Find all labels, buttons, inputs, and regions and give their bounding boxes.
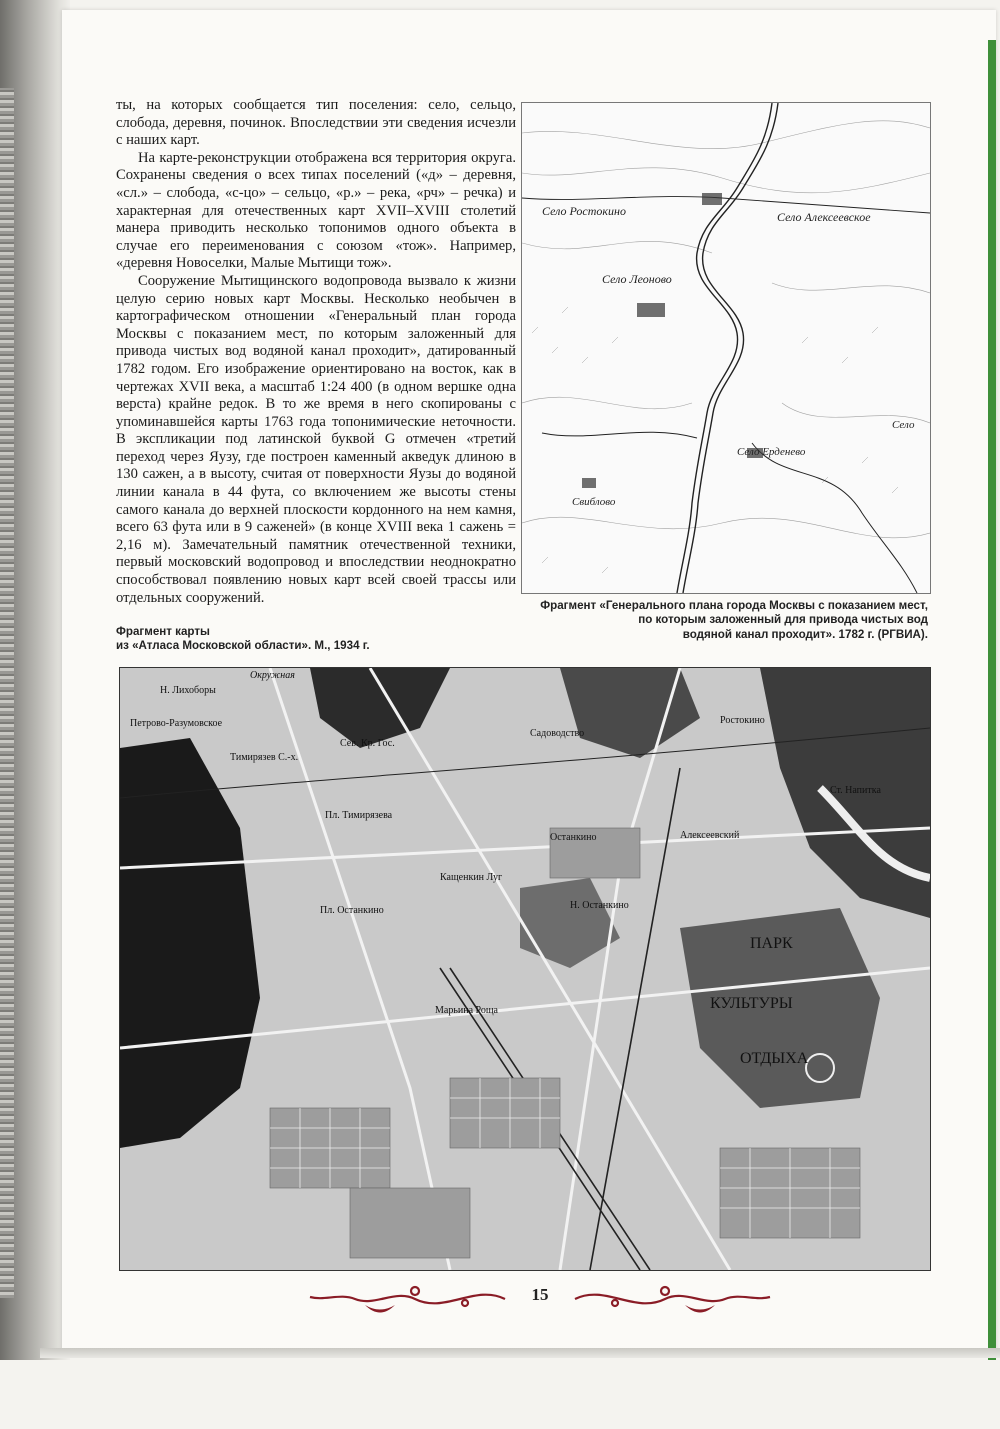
- map-1934-caption: [116, 625, 416, 654]
- page-bottom-edge: [40, 1348, 1000, 1358]
- map2-label: Кащенкин Луг: [440, 872, 503, 883]
- cover-edge: [988, 40, 996, 1360]
- map1-label-leonovo: Село Леоново: [602, 272, 672, 286]
- caption-line: водяной канал проходит». 1782 г. (РГВИА).: [682, 627, 928, 641]
- map2-label: Ст. Напитка: [830, 785, 881, 796]
- map1-label-sviblovo: Свиблово: [572, 496, 616, 508]
- map1-label-alekseevskoe: Село Алексеевское: [777, 210, 871, 224]
- map-1782-image: [521, 102, 931, 594]
- paragraph: На карте-реконструкции отображена вся территория округа. Сохранены сведения о всех типах поселений («д» – деревня, «сл.» – слобода, «с-цо» – сельцо, «р.» – река, «рч» – речка) и характерная для отечественных карт XVII–XVIII столетий манера приводить несколько топонимов одного объекта в случае его переименования с союзом «тож». Например, «деревня Новоселки, Малые Мытищи тож».: [116, 149, 516, 272]
- map2-label: КУЛЬТУРЫ: [710, 995, 793, 1012]
- map2-label: Н. Лихоборы: [160, 685, 216, 696]
- map2-label: Садоводство: [530, 728, 585, 739]
- caption-line: по которым заложенный для привода чистых вод: [638, 613, 928, 627]
- caption-line: Фрагмент «Генерального плана города Москвы с показанием мест,: [540, 599, 928, 612]
- paragraph: Сооружение Мытищинского водопровода вызвало к жизни целую серию новых карт Москвы. Несколько необычен в картографическом отношении «Генеральный план города Москвы с показанием мест, по которым заложенный для привода чистых вод водяной канал проходит», датированный 1782 годом. Его изображение ориентировано на восток, как в чертежах XVII века, а масштаб 1:24 400 (в одном вершке одна верста) крайне редок. В то же время в него скопированы с упоминавшейся карты 1763 года топонимические неточности. В экспликации под латинской буквой G отмечен «третий переход через Яузу, где построен каменный акведук длиною в 130 сажен, а в высоту, считая от поверхности Яузы до водяной линии канала в 44 фута, со включением же высоты стены самого канала до верхней плоскости кордонного на нем камня, всего 63 фута или в 9 саженей» (в конце XVIII века 1 сажень = 2,16 м). Замечательный памятник отечественной техники, первый московский водопровод и впоследствии неоднократно способствовал появлению новых карт всей своей трассы или отдельных сооружений.: [116, 272, 516, 606]
- facing-page-image-edge: [0, 88, 14, 1298]
- map2-label: ОТДЫХА: [740, 1050, 809, 1067]
- map2-label: ПАРК: [750, 935, 793, 952]
- map2-label: Ростокино: [720, 715, 765, 726]
- map2-label: Пл. Тимирязева: [325, 810, 393, 821]
- map2-label: Сев. Кр. Гос.: [340, 738, 395, 749]
- map2-label: Алексеевский: [680, 830, 740, 841]
- map-1934-image: [119, 667, 931, 1271]
- map2-label: Окружная: [250, 670, 295, 681]
- map1-label-erdenevo: Село Ерденево: [737, 446, 806, 458]
- map2-label: Тимирязев С.-х.: [230, 752, 299, 763]
- map1-label-rostokino: Село Ростокино: [542, 204, 626, 218]
- map-1934-drawing: [120, 668, 930, 1270]
- caption-line: Фрагмент карты: [116, 625, 210, 638]
- map2-label: Н. Останкино: [570, 900, 629, 911]
- body-text: [116, 97, 516, 607]
- page-number: 15: [531, 1285, 549, 1304]
- map1-label-selo: Село: [892, 419, 915, 431]
- caption-line: из «Атласа Московской области». М., 1934 г.: [116, 639, 370, 653]
- map-1782-caption: [530, 599, 928, 642]
- map2-label: Петрово-Разумовское: [130, 718, 223, 729]
- map2-label: Марьина Роща: [435, 1005, 498, 1016]
- map2-label: Пл. Останкино: [320, 905, 384, 916]
- map2-label: Останкино: [550, 832, 597, 843]
- map-1782-drawing: [522, 103, 930, 593]
- paragraph: ты, на которых сообщается тип поселения: село, сельцо, слобода, деревня, починок. Впоследствии эти сведения исчезли с наших карт.: [116, 97, 516, 149]
